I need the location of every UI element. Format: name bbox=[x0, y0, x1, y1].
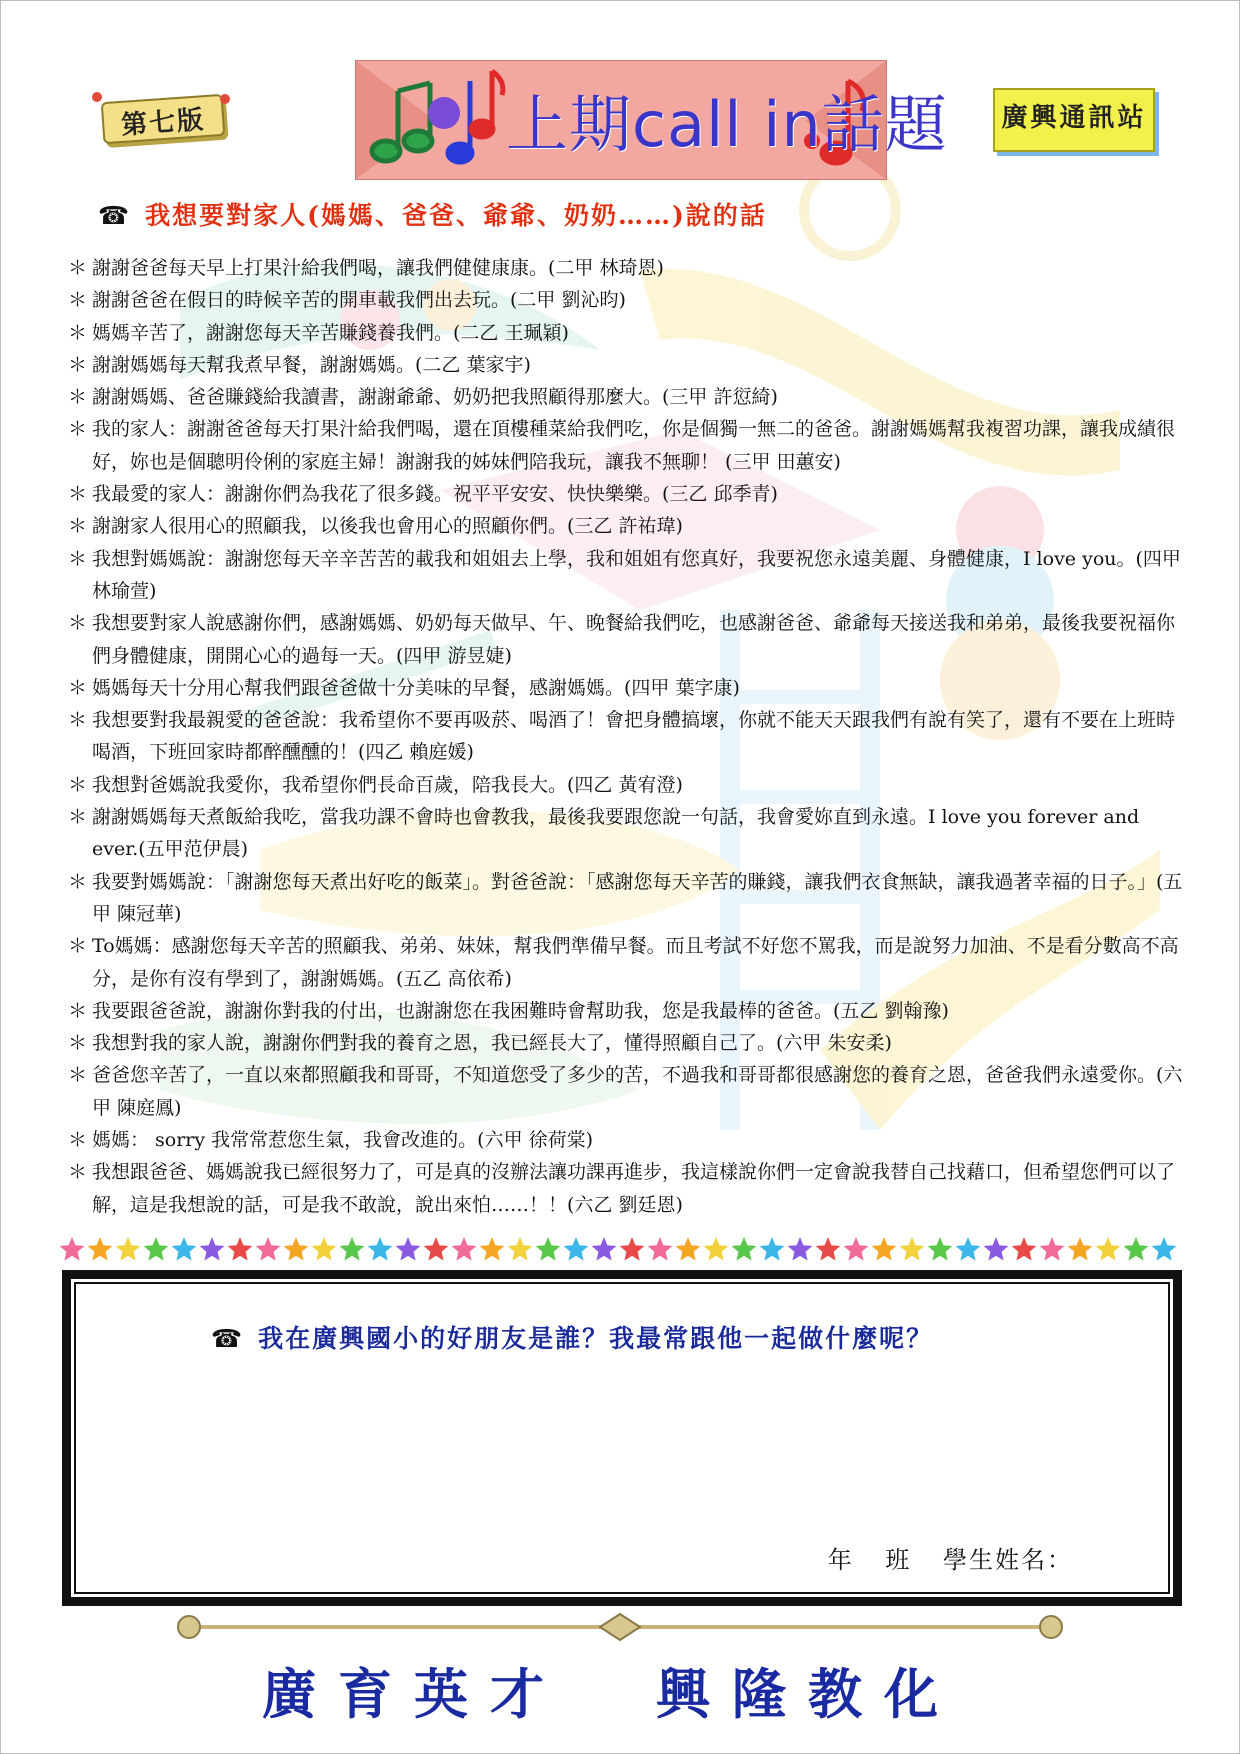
list-item: ＊ 我想跟爸爸、媽媽說我已經很努力了，可是真的沒辦法讓功課再進步，我這樣說你們一定會說我替自己找藉口，但希望您們可以了解，這是我想說的話，可是我不敢說，說出來怕……！！(六乙 劉廷恩) bbox=[68, 1156, 1183, 1221]
decorative-star-icon bbox=[676, 1237, 701, 1261]
decorative-star-icon bbox=[704, 1237, 729, 1261]
bullet-star: ＊ bbox=[68, 515, 88, 538]
bullet-star: ＊ bbox=[68, 612, 88, 635]
decorative-star-icon bbox=[788, 1237, 813, 1261]
list-item: ＊ 媽媽每天十分用心幫我們跟爸爸做十分美味的早餐，感謝媽媽。(四甲 葉字康) bbox=[68, 672, 1183, 704]
decorative-star-icon bbox=[228, 1237, 253, 1261]
decorative-star-icon bbox=[60, 1237, 85, 1261]
list-item: ＊ 我想要對家人說感謝你們，感謝媽媽、奶奶每天做早、午、晚餐給我們吃，也感謝爸爸、爺爺每天接送我和弟弟，最後我要祝福你們身體健康，開開心心的過每一天。(四甲 游昱婕) bbox=[68, 607, 1183, 672]
student-name-label: 學生姓名： bbox=[943, 1546, 1073, 1574]
edition-badge bbox=[92, 92, 232, 144]
phone-icon: ☎ bbox=[98, 201, 132, 230]
list-item: ＊ 我想對我的家人說，謝謝你們對我的養育之恩，我已經長大了，懂得照顧自己了。(六甲 朱安柔) bbox=[68, 1027, 1183, 1059]
decorative-star-icon bbox=[732, 1237, 757, 1261]
decorative-star-icon bbox=[116, 1237, 141, 1261]
decorative-star-icon bbox=[1040, 1237, 1065, 1261]
bullet-star: ＊ bbox=[68, 418, 88, 441]
decorative-star-icon bbox=[368, 1237, 393, 1261]
decorative-star-icon bbox=[1068, 1237, 1093, 1261]
newsletter-name-badge bbox=[993, 88, 1155, 152]
decorative-star-icon bbox=[592, 1237, 617, 1261]
bullet-star: ＊ bbox=[68, 353, 88, 376]
bullet-star: ＊ bbox=[68, 806, 88, 829]
decorative-star-icon bbox=[844, 1237, 869, 1261]
bullet-star: ＊ bbox=[68, 935, 88, 958]
newsletter-name: 廣興通訊站 bbox=[1001, 103, 1147, 133]
decorative-star-icon bbox=[1124, 1237, 1149, 1261]
motto-right: 興隆教化 bbox=[656, 1662, 960, 1726]
bullet-star: ＊ bbox=[68, 773, 88, 796]
decorative-star-icon bbox=[144, 1237, 169, 1261]
bullet-star: ＊ bbox=[68, 999, 88, 1022]
class-label: 班 bbox=[885, 1546, 912, 1574]
decorative-star-icon bbox=[256, 1237, 281, 1261]
list-item: ＊ 媽媽辛苦了，謝謝您每天辛苦賺錢養我們。(二乙 王珮穎) bbox=[68, 317, 1183, 349]
section-heading-text: 我想要對家人(媽媽、爸爸、爺爺、奶奶……)說的話 bbox=[145, 201, 767, 230]
list-item: ＊ 謝謝媽媽、爸爸賺錢給我讀書，謝謝爺爺、奶奶把我照顧得那麼大。(三甲 許愆綺) bbox=[68, 381, 1183, 413]
bullet-star: ＊ bbox=[68, 257, 88, 279]
decorative-star-icon bbox=[284, 1237, 309, 1261]
motto-left: 廣育英才 bbox=[262, 1662, 566, 1726]
list-item: ＊ 謝謝媽媽每天煮飯給我吃，當我功課不會時也會教我，最後我要跟您說一句話，我會愛妳直到永遠。I love you forever and ever.(五甲范伊晨) bbox=[68, 801, 1183, 866]
page-title: 上期call in話題 bbox=[506, 88, 948, 161]
decorative-star-icon bbox=[312, 1237, 337, 1261]
decorative-star-icon bbox=[396, 1237, 421, 1261]
question-text: 我在廣興國小的好朋友是誰？我最常跟他一起做什麼呢？ bbox=[258, 1324, 934, 1353]
decorative-star-icon bbox=[172, 1237, 197, 1261]
decorative-rule bbox=[175, 1612, 1065, 1642]
decorative-star-icon bbox=[928, 1237, 953, 1261]
bullet-star: ＊ bbox=[68, 1032, 88, 1055]
decorative-star-icon bbox=[900, 1237, 925, 1261]
section-heading bbox=[98, 196, 767, 232]
student-info-line bbox=[806, 1540, 1073, 1575]
school-motto bbox=[262, 1652, 1022, 1729]
decorative-star-icon bbox=[1152, 1237, 1177, 1261]
decorative-star-icon bbox=[480, 1237, 505, 1261]
list-item: ＊ 謝謝爸爸每天早上打果汁給我們喝，讓我們健健康康。(二甲 林琦恩) bbox=[68, 252, 1183, 284]
decorative-star-icon bbox=[88, 1237, 113, 1261]
year-label: 年 bbox=[827, 1546, 854, 1574]
decorative-star-icon bbox=[872, 1237, 897, 1261]
decorative-star-icon bbox=[340, 1237, 365, 1261]
list-item: ＊ 我想對爸媽說我愛你，我希望你們長命百歲，陪我長大。(四乙 黃宥澄) bbox=[68, 769, 1183, 801]
decorative-star-icon bbox=[956, 1237, 981, 1261]
decorative-star-icon bbox=[816, 1237, 841, 1261]
list-item: ＊ 謝謝家人很用心的照顧我，以後我也會用心的照顧你們。(三乙 許祐瑋) bbox=[68, 510, 1183, 542]
list-item: ＊ 我最愛的家人：謝謝你們為我花了很多錢。祝平平安安、快快樂樂。(三乙 邱季青) bbox=[68, 478, 1183, 510]
list-item: ＊ 我的家人：謝謝爸爸每天打果汁給我們喝，還在頂樓種菜給我們吃，你是個獨一無二的爸爸。謝謝媽媽幫我複習功課，讓我成績很好，妳也是個聰明伶俐的家庭主婦！謝謝我的姊妹們陪我玩，讓我不無聊！ (三甲 田蕙安) bbox=[68, 413, 1183, 478]
decorative-star-icon bbox=[508, 1237, 533, 1261]
list-item: ＊ 我要跟爸爸說，謝謝你對我的付出，也謝謝您在我困難時會幫助我，您是我最棒的爸爸。(五乙 劉翰豫) bbox=[68, 995, 1183, 1027]
bullet-star: ＊ bbox=[68, 676, 88, 699]
bullet-star: ＊ bbox=[68, 289, 88, 312]
bullet-star: ＊ bbox=[68, 1064, 88, 1087]
list-item: ＊ To媽媽：感謝您每天辛苦的照顧我、弟弟、妹妹，幫我們準備早餐。而且考試不好您不罵我，而是說努力加油、不是看分數高不高分，是你有沒有學到了，謝謝媽媽。(五乙 高依希) bbox=[68, 930, 1183, 995]
bullet-star: ＊ bbox=[68, 709, 88, 732]
phone-icon: ☎ bbox=[211, 1324, 245, 1353]
decorative-star-icon bbox=[1096, 1237, 1121, 1261]
decorative-star-icon bbox=[564, 1237, 589, 1261]
bullet-star: ＊ bbox=[68, 1129, 88, 1152]
decorative-star-icon bbox=[452, 1237, 477, 1261]
list-item: ＊ 媽媽： sorry 我常常惹您生氣，我會改進的。(六甲 徐荷棠) bbox=[68, 1124, 1183, 1156]
edition-label: 第七版 bbox=[120, 105, 207, 141]
list-item: ＊ 我想對媽媽說：謝謝您每天辛辛苦苦的載我和姐姐去上學，我和姐姐有您真好，我要祝您永遠美麗、身體健康，I love you。(四甲 林瑜萱) bbox=[68, 543, 1183, 608]
bullet-star: ＊ bbox=[68, 1161, 88, 1184]
answer-box bbox=[62, 1270, 1182, 1606]
decorative-star-icon bbox=[760, 1237, 785, 1261]
decorative-star-icon bbox=[620, 1237, 645, 1261]
decorative-star-icon bbox=[424, 1237, 449, 1261]
bullet-star: ＊ bbox=[68, 386, 88, 409]
list-item: ＊ 謝謝爸爸在假日的時候辛苦的開車載我們出去玩。(二甲 劉沁昀) bbox=[68, 284, 1183, 316]
next-topic-question bbox=[211, 1319, 933, 1355]
list-item: ＊ 我要對媽媽說：「謝謝您每天煮出好吃的飯菜」。對爸爸說：「感謝您每天辛苦的賺錢，讓我們衣食無缺，讓我過著幸福的日子。」(五甲 陳冠華) bbox=[68, 866, 1183, 931]
bullet-star: ＊ bbox=[68, 870, 88, 893]
list-item: ＊ 爸爸您辛苦了，一直以來都照顧我和哥哥，不知道您受了多少的苦，不過我和哥哥都很感謝您的養育之恩，爸爸我們永遠愛你。(六甲 陳庭鳳) bbox=[68, 1059, 1183, 1124]
bullet-star: ＊ bbox=[68, 483, 88, 506]
list-item: ＊ 我想要對我最親愛的爸爸說：我希望你不要再吸菸、喝酒了！會把身體搞壞，你就不能天天跟我們有說有笑了，還有不要在上班時喝酒，下班回家時都醉醺醺的！(四乙 賴庭媛) bbox=[68, 704, 1183, 769]
decorative-star-icon bbox=[200, 1237, 225, 1261]
message-list bbox=[68, 252, 1183, 1221]
list-item: ＊ 謝謝媽媽每天幫我煮早餐，謝謝媽媽。(二乙 葉家宇) bbox=[68, 349, 1183, 381]
bullet-star: ＊ bbox=[68, 547, 88, 570]
star-border-divider bbox=[58, 1232, 1188, 1268]
title-banner bbox=[355, 60, 948, 180]
decorative-star-icon bbox=[1012, 1237, 1037, 1261]
bullet-star: ＊ bbox=[68, 321, 88, 344]
decorative-star-icon bbox=[984, 1237, 1009, 1261]
decorative-star-icon bbox=[648, 1237, 673, 1261]
decorative-star-icon bbox=[536, 1237, 561, 1261]
